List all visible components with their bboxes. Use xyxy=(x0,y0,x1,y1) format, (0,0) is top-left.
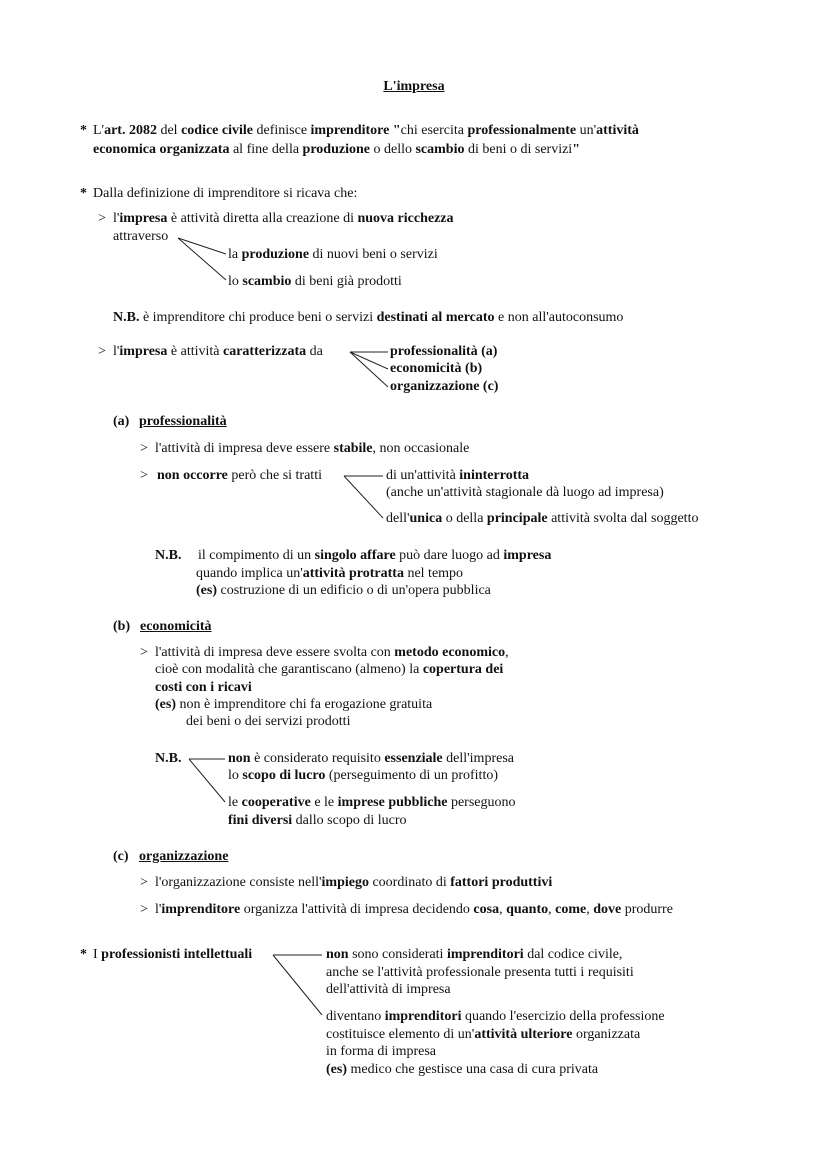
bold-text: fini diversi xyxy=(228,813,293,828)
bold-text: economicità (b) xyxy=(390,361,483,376)
bold-text: non xyxy=(228,751,251,766)
section-heading: organizzazione xyxy=(139,849,229,864)
bold-text: nuova ricchezza xyxy=(357,211,454,226)
text: è attività xyxy=(167,344,223,359)
bold-text: imprenditori xyxy=(384,1009,462,1024)
text: quando l'esercizio della professione xyxy=(461,1009,665,1024)
bold-text: copertura dei xyxy=(422,662,504,677)
section-label: (b) xyxy=(113,619,131,634)
text: e non all'autoconsumo xyxy=(494,310,624,325)
bold-text: metodo economico xyxy=(394,645,506,660)
bold-text: non occorre xyxy=(157,468,228,483)
bold-text: dove xyxy=(593,902,622,917)
section-label: (c) xyxy=(113,849,129,864)
bold-text: attività xyxy=(596,123,639,138)
bold-text: quanto xyxy=(506,902,549,917)
bold-text: imprenditori xyxy=(446,947,524,962)
bold-text: professionisti intellettuali xyxy=(101,947,253,962)
text: il compimento di un xyxy=(198,548,315,563)
marker: > xyxy=(98,344,106,359)
text: o della xyxy=(442,511,487,526)
text: coordinato di xyxy=(368,875,451,890)
bold-text: cosa xyxy=(473,902,500,917)
bold-text: attività protratta xyxy=(302,566,404,581)
bold-text: imprenditore " xyxy=(310,123,401,138)
text: costituisce elemento di un' xyxy=(326,1027,475,1042)
bullet: * xyxy=(80,123,87,138)
text: I xyxy=(93,947,102,962)
bold-text: impresa xyxy=(119,344,168,359)
text: quando implica un' xyxy=(196,566,303,581)
text: da xyxy=(306,344,323,359)
text: l'attività di impresa deve essere svolta con xyxy=(155,645,395,660)
bold-text: costi con i ricavi xyxy=(155,680,252,695)
bold-text: " xyxy=(572,142,580,157)
text: o dello xyxy=(369,142,416,157)
text: medico che gestisce una casa di cura privata xyxy=(347,1062,599,1077)
text: un' xyxy=(576,123,597,138)
bold-text: professionalità (a) xyxy=(390,344,498,359)
bold-text: (es) xyxy=(326,1062,347,1077)
text: attraverso xyxy=(113,229,169,244)
text: (perseguimento di un profitto) xyxy=(325,768,499,783)
bold-text: art. 2082 xyxy=(104,123,157,138)
text: organizzata xyxy=(572,1027,641,1042)
text: , xyxy=(548,902,556,917)
bold-text: produzione xyxy=(302,142,370,157)
text: produrre xyxy=(621,902,673,917)
text: lo xyxy=(228,274,243,289)
bold-text: non xyxy=(326,947,349,962)
text: può dare luogo ad xyxy=(395,548,504,563)
bold-text: N.B. xyxy=(113,310,140,325)
text: al fine della xyxy=(229,142,303,157)
bold-text: attività ulteriore xyxy=(474,1027,573,1042)
bold-text: essenziale xyxy=(384,751,443,766)
bold-text: singolo affare xyxy=(314,548,396,563)
bold-text: organizzazione (c) xyxy=(390,379,499,394)
text: , xyxy=(499,902,507,917)
bold-text: codice civile xyxy=(181,123,253,138)
bold-text: ininterrotta xyxy=(459,468,530,483)
text: l'organizzazione consiste nell' xyxy=(155,875,322,890)
text: lo xyxy=(228,768,243,783)
text: , xyxy=(505,645,509,660)
text: l' xyxy=(113,344,120,359)
text: L' xyxy=(93,123,105,138)
text: , xyxy=(586,902,594,917)
nb-label: N.B. xyxy=(155,751,182,766)
section-heading: professionalità xyxy=(139,414,227,429)
bold-text: (es) xyxy=(155,697,176,712)
text: di beni o di servizi xyxy=(464,142,573,157)
text: dell'attività di impresa xyxy=(326,982,451,997)
text: (anche un'attività stagionale dà luogo ad impresa) xyxy=(386,485,664,500)
bold-text: impresa xyxy=(119,211,168,226)
bold-text: cooperative xyxy=(241,795,311,810)
bold-text: stabile xyxy=(333,441,373,456)
text: dell'impresa xyxy=(442,751,514,766)
bold-text: (es) xyxy=(196,583,217,598)
text: non è imprenditore chi fa erogazione gratuita xyxy=(176,697,433,712)
bold-text: impresa xyxy=(503,548,552,563)
text: l' xyxy=(113,211,120,226)
text: nel tempo xyxy=(403,566,464,581)
bold-text: unica xyxy=(409,511,443,526)
bullet: * xyxy=(80,947,87,962)
text: attività svolta dal soggetto xyxy=(547,511,699,526)
bold-text: scambio xyxy=(415,142,465,157)
bold-text: imprese pubbliche xyxy=(337,795,448,810)
bold-text: caratterizzata xyxy=(222,344,307,359)
text: del xyxy=(156,123,182,138)
text: dallo scopo di lucro xyxy=(292,813,407,828)
text: è considerato requisito xyxy=(250,751,385,766)
text: l'attività di impresa deve essere xyxy=(155,441,334,456)
text: diventano xyxy=(326,1009,385,1024)
text: è attività diretta alla creazione di xyxy=(167,211,358,226)
bold-text: produzione xyxy=(241,247,310,262)
text: le xyxy=(228,795,242,810)
text: organizza l'attività di impresa decidendo xyxy=(240,902,474,917)
text: costruzione di un edificio o di un'opera pubblica xyxy=(217,583,491,598)
text: dell' xyxy=(386,511,410,526)
text: però che si tratti xyxy=(227,468,322,483)
bold-text: principale xyxy=(486,511,548,526)
bold-text: economica organizzata xyxy=(93,142,230,157)
text: la xyxy=(228,247,242,262)
text: chi esercita xyxy=(400,123,468,138)
text: perseguono xyxy=(447,795,516,810)
text: dal codice civile, xyxy=(523,947,623,962)
text: sono considerati xyxy=(348,947,447,962)
text: , non occasionale xyxy=(372,441,470,456)
bold-text: imprenditore xyxy=(161,902,241,917)
text: Dalla definizione di imprenditore si ricava che: xyxy=(93,186,358,201)
bold-text: destinati al mercato xyxy=(376,310,495,325)
text: di un'attività xyxy=(386,468,460,483)
bold-text: come xyxy=(555,902,587,917)
section-heading: economicità xyxy=(140,619,212,634)
text: definisce xyxy=(253,123,311,138)
text: dei beni o dei servizi prodotti xyxy=(186,714,351,729)
bold-text: professionalmente xyxy=(467,123,577,138)
text: l' xyxy=(155,902,162,917)
text: di nuovi beni o servizi xyxy=(309,247,438,262)
section-label: (a) xyxy=(113,414,130,429)
marker: > xyxy=(98,211,106,226)
bullet: * xyxy=(80,186,87,201)
text: cioè con modalità che garantiscano (almeno) la xyxy=(155,662,423,677)
nb-label: N.B. xyxy=(155,548,182,563)
bold-text: fattori produttivi xyxy=(450,875,553,890)
bold-text: scambio xyxy=(242,274,292,289)
bold-text: scopo di lucro xyxy=(242,768,326,783)
text: anche se l'attività professionale presenta tutti i requisiti xyxy=(326,965,634,980)
text: in forma di impresa xyxy=(326,1044,437,1059)
page-title: L'impresa xyxy=(383,79,445,94)
text: e le xyxy=(310,795,338,810)
text: è imprenditore chi produce beni o servizi xyxy=(139,310,377,325)
text: di beni già prodotti xyxy=(291,274,402,289)
bold-text: impiego xyxy=(321,875,369,890)
